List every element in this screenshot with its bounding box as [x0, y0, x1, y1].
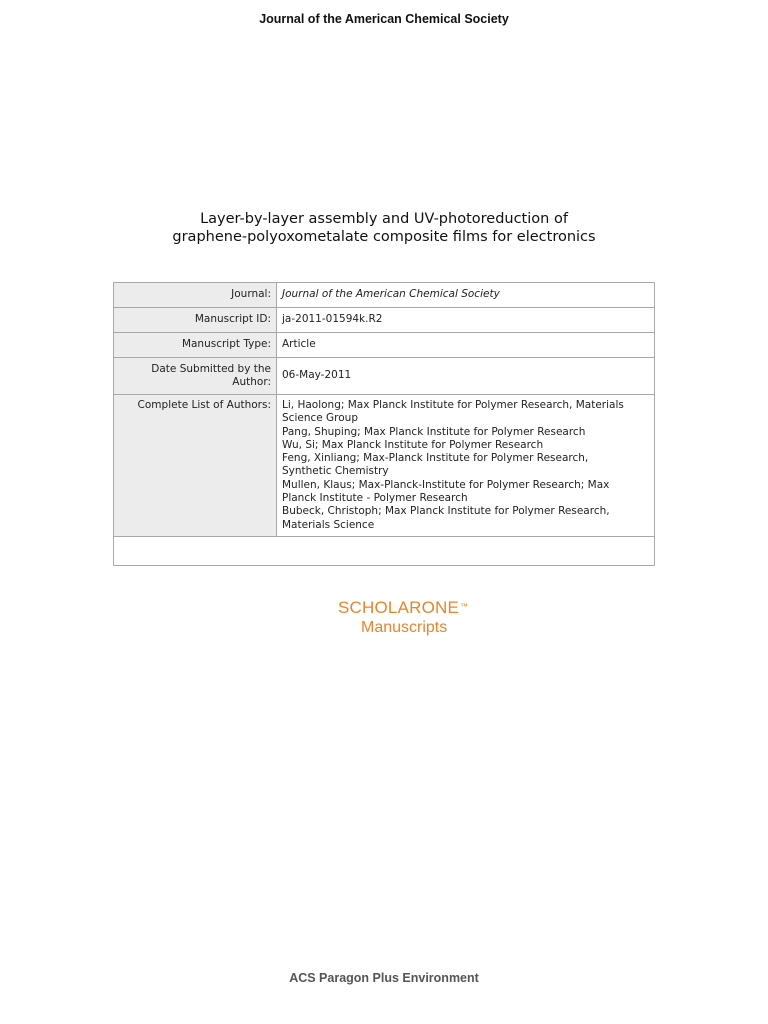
manuscript-id-value: ja-2011-01594k.R2	[277, 308, 655, 333]
author-line: Bubeck, Christoph; Max Planck Institute for Polymer Research,	[282, 505, 610, 518]
author-line: Materials Science	[282, 518, 375, 531]
author-line: Science Group	[282, 412, 359, 425]
title-line-2: graphene-polyoxometalate composite films for electronics	[172, 229, 596, 245]
table-row-empty	[114, 536, 655, 565]
manuscript-title	[0, 210, 768, 246]
journal-value: Journal of the American Chemical Society	[277, 283, 655, 308]
table-row-manuscript-id	[114, 308, 655, 333]
table-row-authors	[114, 395, 655, 537]
date-submitted-label: Date Submitted by the Author:	[114, 358, 277, 395]
author-line: Feng, Xinliang; Max-Planck Institute for Polymer Research,	[282, 452, 589, 465]
logo-scholarone	[338, 598, 468, 618]
manuscript-metadata-table	[113, 282, 655, 566]
empty-cell	[114, 536, 655, 565]
journal-header: Journal of the American Chemical Society	[259, 12, 509, 26]
table-row-date-submitted	[114, 358, 655, 395]
journal-label: Journal:	[114, 283, 277, 308]
date-submitted-value: 06-May-2011	[277, 358, 655, 395]
authors-label: Complete List of Authors:	[114, 395, 277, 537]
logo-scholar-text: SCHOLAR	[338, 598, 422, 617]
footer-environment: ACS Paragon Plus Environment	[289, 971, 479, 985]
author-line: Synthetic Chemistry	[282, 465, 389, 478]
manuscript-type-label: Manuscript Type:	[114, 333, 277, 358]
title-line-1: Layer-by-layer assembly and UV-photoreduction of	[200, 211, 568, 227]
scholarone-logo	[338, 598, 468, 638]
authors-value	[277, 395, 655, 537]
logo-one-text: ONE	[421, 598, 460, 617]
author-line: Planck Institute - Polymer Research	[282, 492, 468, 505]
author-line: Wu, Si; Max Planck Institute for Polymer Research	[282, 438, 544, 451]
table-row-journal	[114, 283, 655, 308]
manuscript-id-label: Manuscript ID:	[114, 308, 277, 333]
table-row-manuscript-type	[114, 333, 655, 358]
author-line: Mullen, Klaus; Max-Planck-Institute for Polymer Research; Max	[282, 478, 610, 491]
logo-manuscripts-text: Manuscripts	[361, 619, 448, 636]
author-line: Li, Haolong; Max Planck Institute for Polymer Research, Materials	[282, 399, 624, 411]
author-line: Pang, Shuping; Max Planck Institute for Polymer Research	[282, 425, 586, 438]
logo-trademark: ™	[460, 602, 469, 611]
manuscript-type-value: Article	[277, 333, 655, 358]
